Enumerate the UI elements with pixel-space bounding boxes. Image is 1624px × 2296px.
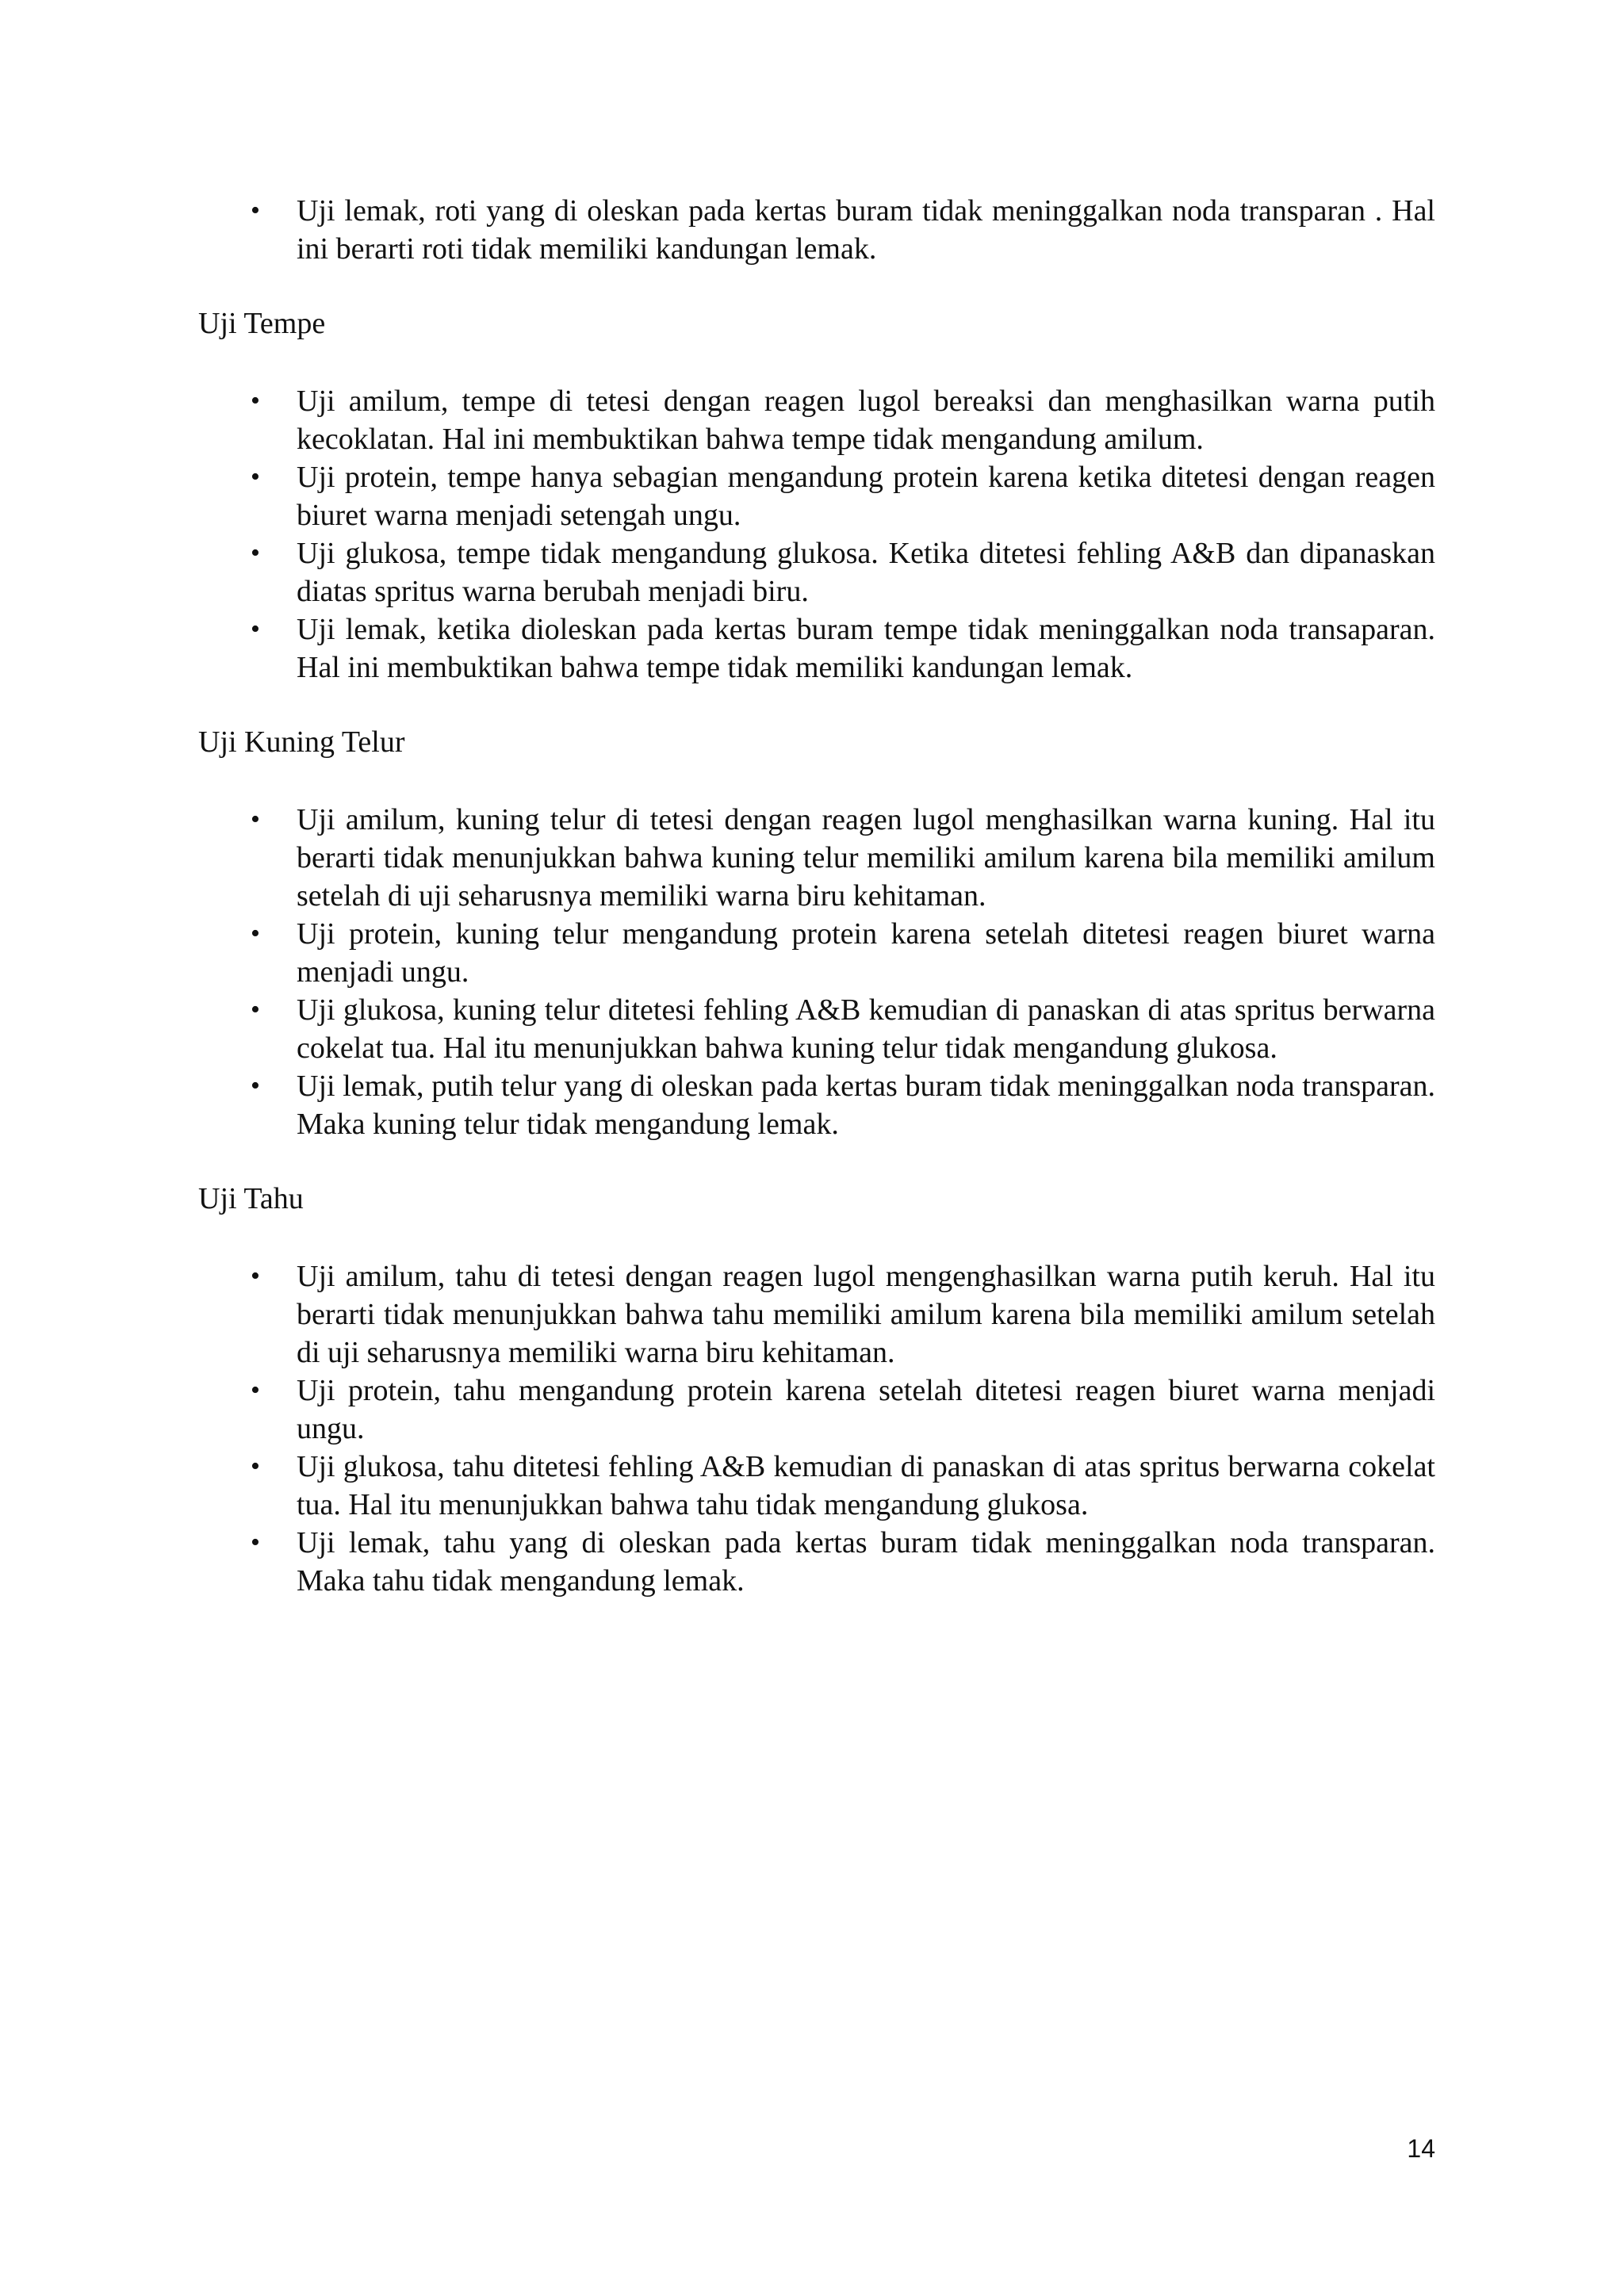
- list-item: • Uji amilum, tahu di tetesi dengan reagen lugol mengenghasilkan warna putih keruh. Hal itu berarti tidak menunjukkan bahwa tahu memiliki amilum karena bila memiliki amilum setelah di uji seharusnya memiliki warna biru kehitaman.: [297, 1257, 1435, 1372]
- tahu-list: [198, 1257, 1435, 1600]
- list-item: • Uji amilum, kuning telur di tetesi dengan reagen lugol menghasilkan warna kuning. Hal itu berarti tidak menunjukkan bahwa kuning telur memiliki amilum karena bila memiliki amilum setelah di uji seharusnya memiliki warna biru kehitaman.: [297, 801, 1435, 915]
- list-item: • Uji glukosa, tahu ditetesi fehling A&B kemudian di panaskan di atas spritus berwarna cokelat tua. Hal itu menunjukkan bahwa tahu tidak mengandung glukosa.: [297, 1448, 1435, 1524]
- section-heading-tempe: Uji Tempe: [198, 307, 326, 340]
- list-item: • Uji lemak, roti yang di oleskan pada kertas buram tidak meninggalkan noda transparan . Hal ini berarti roti tidak memiliki kandungan lemak.: [297, 192, 1435, 268]
- section-heading-tahu: Uji Tahu: [198, 1182, 304, 1215]
- list-item: • Uji glukosa, tempe tidak mengandung glukosa. Ketika ditetesi fehling A&B dan dipanaskan diatas spritus warna berubah menjadi biru.: [297, 534, 1435, 610]
- list-item: • Uji protein, tempe hanya sebagian mengandung protein karena ketika ditetesi dengan reagen biuret warna menjadi setengah ungu.: [297, 458, 1435, 534]
- page-number: 14: [1407, 2134, 1435, 2163]
- list-item: • Uji protein, tahu mengandung protein karena setelah ditetesi reagen biuret warna menjadi ungu.: [297, 1372, 1435, 1448]
- list-item: • Uji lemak, putih telur yang di oleskan pada kertas buram tidak meninggalkan noda transparan. Maka kuning telur tidak mengandung lemak.: [297, 1067, 1435, 1143]
- list-item: • Uji lemak, tahu yang di oleskan pada kertas buram tidak meninggalkan noda transparan. Maka tahu tidak mengandung lemak.: [297, 1524, 1435, 1600]
- list-item: • Uji lemak, ketika dioleskan pada kertas buram tempe tidak meninggalkan noda transaparan. Hal ini membuktikan bahwa tempe tidak memiliki kandungan lemak.: [297, 610, 1435, 687]
- list-item: • Uji protein, kuning telur mengandung protein karena setelah ditetesi reagen biuret warna menjadi ungu.: [297, 915, 1435, 991]
- tempe-list: [198, 382, 1435, 687]
- page-content: [198, 192, 1435, 1600]
- list-item: • Uji amilum, tempe di tetesi dengan reagen lugol bereaksi dan menghasilkan warna putih kecoklatan. Hal ini membuktikan bahwa tempe tidak mengandung amilum.: [297, 382, 1435, 458]
- list-item: • Uji glukosa, kuning telur ditetesi fehling A&B kemudian di panaskan di atas spritus berwarna cokelat tua. Hal itu menunjukkan bahwa kuning telur tidak mengandung glukosa.: [297, 991, 1435, 1067]
- kuning-telur-list: [198, 801, 1435, 1143]
- intro-list: [198, 192, 1435, 268]
- section-heading-kuning-telur: Uji Kuning Telur: [198, 725, 405, 759]
